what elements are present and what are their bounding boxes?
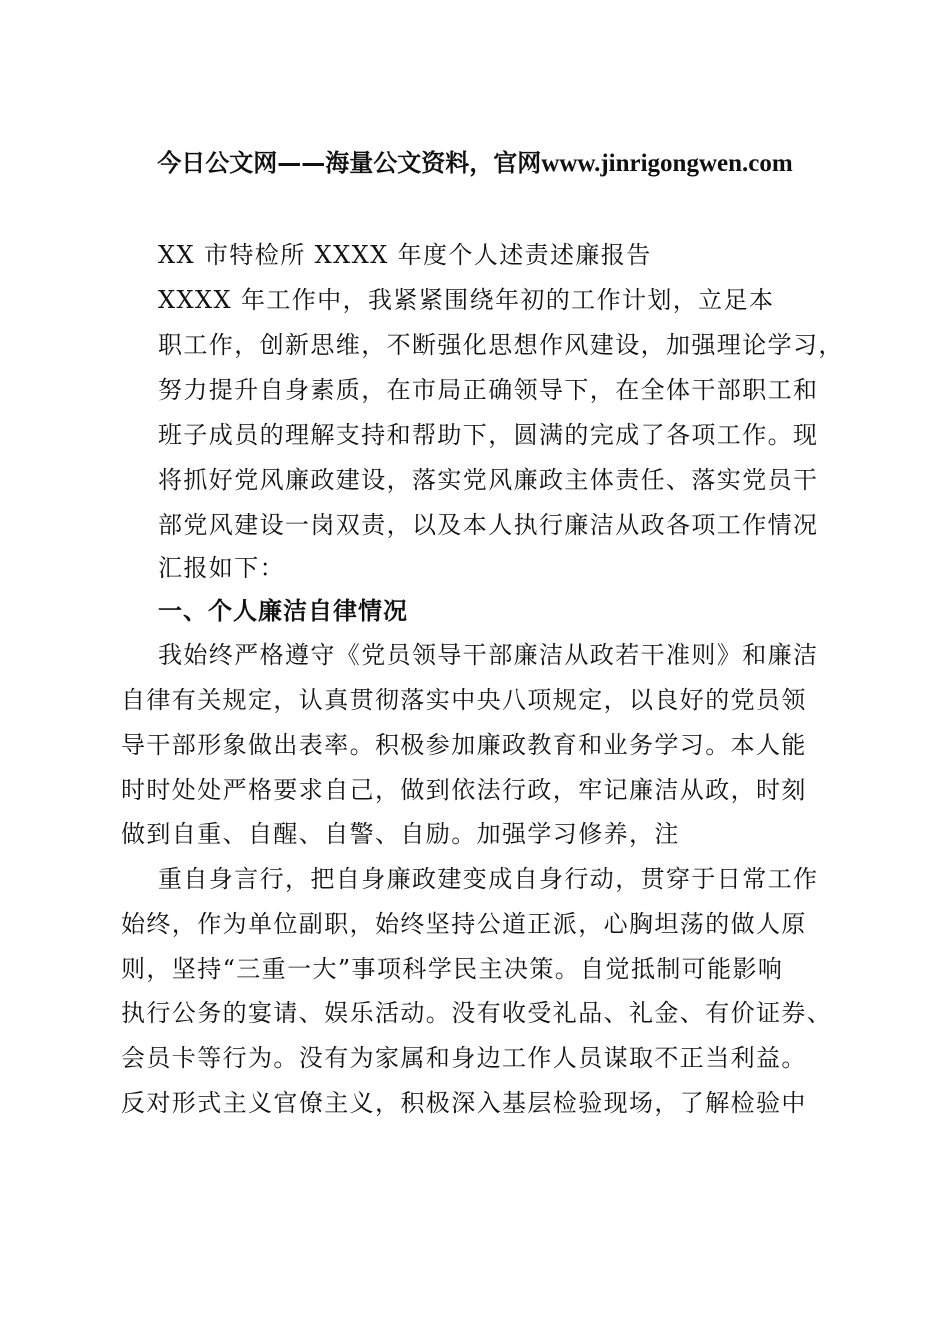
- intro-line: 班子成员的理解支持和帮助下，圆满的完成了各项工作。现: [158, 421, 819, 449]
- site-url[interactable]: www.jinrigongwen.com: [541, 150, 793, 177]
- intro-line: 部党风建设一岗双责，以及本人执行廉洁从政各项工作情况: [158, 511, 819, 539]
- intro-line: 努力提升自身素质，在市局正确领导下，在全体干部职工和: [158, 376, 819, 404]
- intro-line: 职工作，创新思维，不断强化思想作风建设，加强理论学习，: [158, 331, 844, 359]
- paragraph-line: 我始终严格遵守《党员领导干部廉洁从政若干准则》和廉洁: [158, 641, 819, 669]
- paragraph-line: 做到自重、自醒、自警、自励。加强学习修养，注: [121, 820, 680, 848]
- paragraph-line: 导干部形象做出表率。积极参加廉政教育和业务学习。本人能: [121, 731, 807, 759]
- paragraph-line: 时时处处严格要求自己，做到依法行政，牢记廉洁从政，时刻: [121, 776, 807, 804]
- paragraph-line: 执行公务的宴请、娱乐活动。没有收受礼品、礼金、有价证券、: [121, 999, 833, 1027]
- paragraph-line: 始终，作为单位副职，始终坚持公道正派，心胸坦荡的做人原: [121, 910, 807, 938]
- paragraph-line: 反对形式主义官僚主义，积极深入基层检验现场，了解检验中: [121, 1089, 807, 1117]
- paragraph-line: 会员卡等行为。没有为家属和身边工作人员谋取不正当利益。: [121, 1044, 807, 1072]
- site-header: [0, 146, 950, 181]
- document-title: XX 市特检所 XXXX 年度个人述责述廉报告: [158, 241, 652, 269]
- intro-line: 将抓好党风廉政建设，落实党风廉政主体责任、落实党员干: [158, 466, 819, 494]
- intro-line: XXXX 年工作中，我紧紧围绕年初的工作计划，立足本: [158, 286, 775, 314]
- intro-line: 汇报如下：: [158, 554, 285, 582]
- paragraph-line: 则，坚持“三重一大”事项科学民主决策。自觉抵制可能影响: [121, 955, 784, 983]
- section-heading: 一、个人廉洁自律情况: [158, 597, 408, 625]
- paragraph-line: 重自身言行，把自身廉政建变成自身行动，贯穿于日常工作: [158, 865, 819, 893]
- paragraph-line: 自律有关规定，认真贯彻落实中央八项规定，以良好的党员领: [121, 686, 807, 714]
- site-name: 今日公文网——海量公文资料，官网: [157, 149, 542, 177]
